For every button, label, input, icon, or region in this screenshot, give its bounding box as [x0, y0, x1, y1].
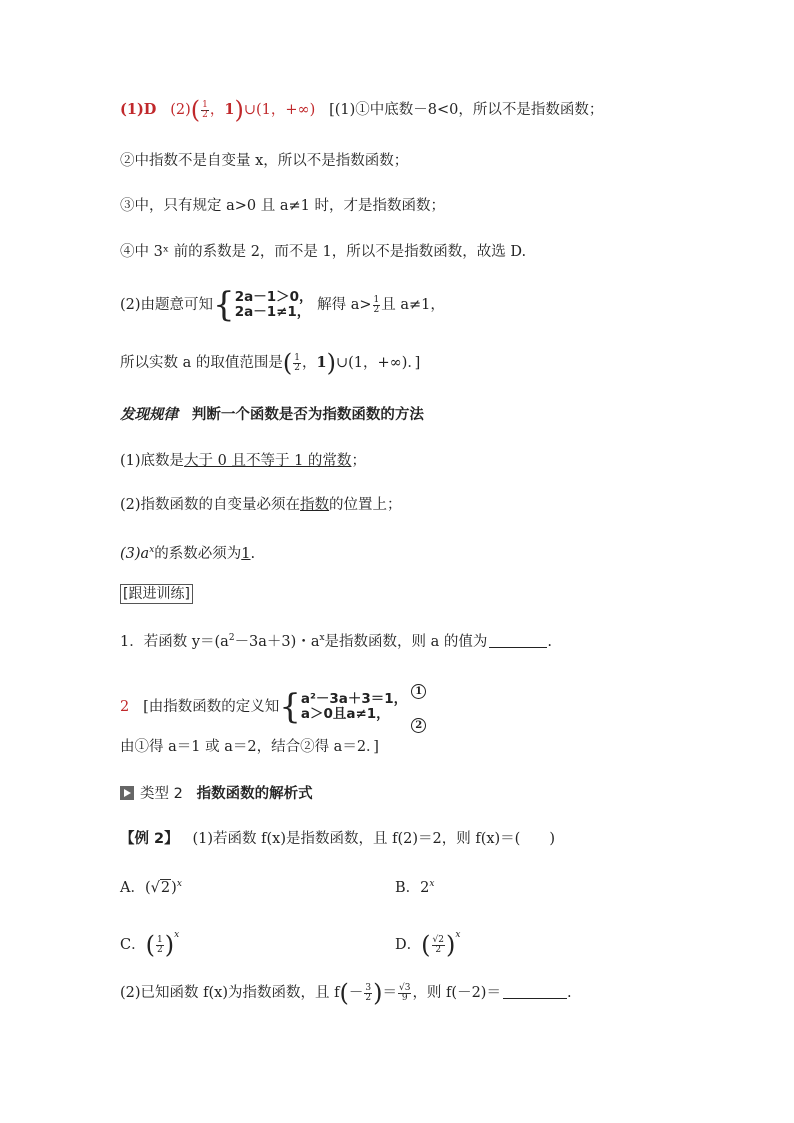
- left-paren: (: [190, 96, 201, 124]
- option-a: A．$(√2)^x$: [120, 879, 182, 896]
- example-question-1: [120, 829, 555, 849]
- play-triangle-icon: [120, 786, 134, 800]
- section-label: 类型 2: [140, 786, 183, 802]
- answer-blank: [503, 984, 567, 999]
- option-c: C．( $\frac{1}{2}$ )$^x$: [120, 930, 180, 959]
- rule-2: (2)指数函数的自变量必须在指数的位置上；: [120, 497, 402, 513]
- rule-3: $(3)a^x$的系数必须为1.: [120, 545, 256, 562]
- answer-one: 1: [224, 101, 235, 118]
- explain-line-5: [120, 285, 445, 325]
- practice-answer-value: 2: [120, 699, 130, 715]
- rule-tag: 发现规律: [120, 407, 178, 423]
- explain-line-6: 所以实数 a 的取值范围是( $\frac{1}{2}$ ，1)∪(1，+∞)．]: [120, 349, 421, 377]
- section-title: 指数函数的解析式: [196, 786, 313, 802]
- answer-explanation: [(1)①中底数－8<0，所以不是指数函数；: [329, 102, 604, 118]
- right-paren: ): [234, 96, 244, 124]
- answer-blank: [489, 633, 547, 648]
- brace: {: [213, 285, 235, 325]
- rule-title: 判断一个函数是否为指数函数的方法: [191, 407, 424, 423]
- practice-answer: [120, 673, 426, 741]
- line6-suffix: ∪(1，+∞)．]: [335, 355, 421, 371]
- fraction: $\frac{1}{2}$: [294, 352, 300, 373]
- practice-answer-prefix: [由指数函数的定义知: [143, 699, 280, 715]
- explain-line-4: ④中 3ˣ 前的系数是 2，而不是 1，所以不是指数函数，故选 D.: [120, 244, 527, 260]
- line5-suffix: 且 a≠1，: [381, 297, 445, 313]
- example-text: (1)若函数 f(x)是指数函数，且 f(2)＝2，则 f(x)＝( ): [192, 831, 555, 847]
- explain-line-2: ②中指数不是自变量 x，所以不是指数函数；: [120, 153, 409, 169]
- condition-system: a²－3a＋3＝1， a＞0且a≠1，: [300, 691, 408, 722]
- left-paren: (: [282, 349, 293, 377]
- practice-conclusion: 由①得 a＝1 或 a＝2，结合②得 a＝2．]: [120, 739, 379, 755]
- option-b: B．2$^x$: [395, 879, 435, 896]
- line5-prefix: (2)由题意可知: [120, 297, 214, 313]
- practice-question-1: 1．若函数 $y=(a^2-3a+3)$・$a^x$是指数函数，则 a 的值为 .: [120, 633, 553, 650]
- practice-box: [跟进训练]: [120, 584, 193, 604]
- inequality-system: 2a－1＞0， 2a－1≠1，: [234, 289, 313, 320]
- rule-heading: [120, 405, 424, 425]
- line6-prefix: 所以实数 a 的取值范围是: [120, 355, 283, 371]
- brace: {: [279, 687, 301, 727]
- option-d: D．( $\frac{√2}{2}$ )$^x$: [395, 930, 461, 959]
- answer-part2-prefix: (2): [170, 102, 191, 118]
- right-paren: ): [326, 349, 336, 377]
- practice-label: [120, 584, 193, 604]
- answer-part1: (1)D: [120, 101, 157, 118]
- fraction-half: $\frac{1}{2}$: [202, 99, 208, 120]
- rule-1: (1)底数是大于 0 且不等于 1 的常数；: [120, 453, 366, 469]
- section-heading: [120, 784, 313, 804]
- answer-union: ∪(1，+∞): [243, 102, 316, 118]
- line6-one: 1: [316, 354, 327, 371]
- answer-line-1: (1)D (2)( $\frac{1}{2}$ ，1)∪(1，+∞) [(1)①中底数－8<0，所以不是指数函数；: [120, 96, 604, 124]
- line5-mid: 解得 a>: [317, 297, 372, 313]
- example-question-2: (2)已知函数 f(x)为指数函数，且 f(－ $\frac{3}{2}$ )＝ $\frac{√3}{9}$ ，则 f(－2)＝ .: [120, 979, 572, 1007]
- explain-line-3: ③中，只有规定 a>0 且 a≠1 时，才是指数函数；: [120, 198, 445, 214]
- fraction: $\frac{1}{2}$: [373, 294, 380, 315]
- circle-markers: 1 2: [411, 673, 426, 741]
- example-tag: 【例 2】: [120, 831, 179, 847]
